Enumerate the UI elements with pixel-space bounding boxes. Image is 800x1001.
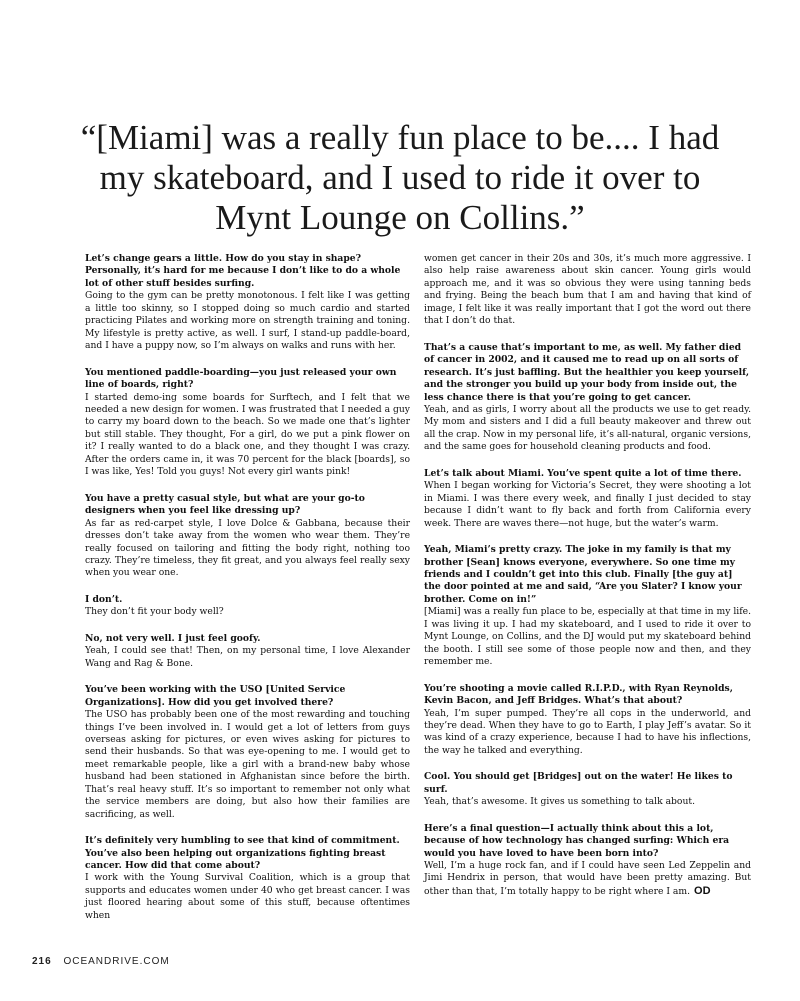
interview-question: No, not very well. I just feel goofy. bbox=[85, 632, 261, 644]
interview-question: You’ve been working with the USO [United Service Organizations]. How did you get involved there? bbox=[85, 684, 346, 708]
interview-block bbox=[85, 367, 410, 479]
interview-block bbox=[85, 684, 410, 821]
interview-answer: Going to the gym can be pretty monotonous. I felt like I was getting a little too skinny, so I stopped doing so much cardio and started practicing Pilates and working more on strength training and toning. My lifestyle is pretty active, as well. I surf, I stand-up paddle-board, and I have a puppy now, so I’m always on walks and runs with her. bbox=[85, 290, 410, 352]
interview-answer: As far as red-carpet style, I love Dolce & Gabbana, because their dresses don’t take away from the women who wear them. They’re really focused on tailoring and fitting the body right, nothing too crazy. They’re timeless, they fit great, and you always feel really sexy when you wear one. bbox=[85, 517, 410, 579]
page-footer bbox=[32, 956, 170, 967]
interview-answer: women get cancer in their 20s and 30s, it’s much more aggressive. I also help raise awareness about skin cancer. Young girls would approach me, and it was so obvious they were using tanning beds and frying. Being the beach bum that I am and having that kind of image, I felt like it was really important that I got the word out there that I don’t do that. bbox=[424, 253, 751, 327]
interview-answer: Yeah, I could see that! Then, on my personal time, I love Alexander Wang and Rag & Bone. bbox=[85, 645, 410, 669]
interview-question: Here’s a final question—I actually think about this a lot, because of how technology has changed surfing: Which era would you have loved to have been born into? bbox=[424, 822, 730, 859]
interview-question: It’s definitely very humbling to see that kind of commitment. You’ve also been helping out organizations fighting breast cancer. How did that come about? bbox=[85, 835, 400, 872]
interview-question: I don’t. bbox=[85, 593, 123, 605]
interview-answer: They don’t fit your body well? bbox=[85, 606, 224, 618]
interview-answer: I started demo-ing some boards for Surftech, and I felt that we needed a new design for women. I was frustrated that I needed a guy to carry my board down to the beach. So we made one that’s lighter but still stable. They thought, For a girl, do we put a pink flower on it? I really wanted to do a black one, and they thought I was crazy. After the orders came in, it was 70 percent for the black [boards], so I was like, Yes! Told you guys! Not every girl wants pink! bbox=[85, 391, 410, 478]
interview-block bbox=[85, 835, 410, 922]
interview-question: Yeah, Miami’s pretty crazy. The joke in my family is that my brother [Sean] knows everyone, everywhere. So one time my friends and I couldn’t get into this club. Finally [the guy at] the door pointed at me and said, “Are you Slater? I know your brother. Come on in!” bbox=[424, 544, 742, 605]
interview-question: Cool. You should get [Bridges] out on the water! He likes to surf. bbox=[424, 771, 733, 795]
pull-quote: “[Miami] was a really fun place to be.... I had my skateboard, and I used to ride it over to Mynt Lounge on Collins.” bbox=[80, 118, 720, 237]
interview-block bbox=[424, 468, 751, 530]
interview-answer bbox=[424, 860, 751, 898]
interview-block bbox=[424, 342, 751, 454]
interview-block bbox=[85, 633, 410, 670]
interview-answer: The USO has probably been one of the most rewarding and touching things I’ve been involved in. I would get a lot of letters from guys overseas asking for pictures, or even wives asking for pictures to send their husbands. So that was eye-opening to me. I would get to meet remarkable people, like a girl with a brand-new baby whose husband had been stationed in Afghanistan since before the birth. That’s real heavy stuff. It’s so important to remember not only what the service members are doing, but also how their families are sacrificing, as well. bbox=[85, 709, 410, 820]
interview-answer: I work with the Young Survival Coalition, which is a group that supports and educates women under 40 who get breast cancer. I was just floored hearing about some of this stuff, because oftentimes when bbox=[85, 872, 410, 921]
interview-answer: Yeah, I’m super pumped. They’re all cops in the underworld, and they’re dead. When they have to go to Earth, I play Jeff’s avatar. So it was kind of a crazy experience, because I had to have his inflections, the way he talked and everything. bbox=[424, 707, 751, 756]
interview-block bbox=[424, 544, 751, 669]
interview-question: You mentioned paddle-boarding—you just released your own line of boards, right? bbox=[85, 366, 397, 391]
interview-block bbox=[424, 683, 751, 758]
interview-block bbox=[85, 594, 410, 619]
interview-block bbox=[85, 493, 410, 580]
interview-question: You’re shooting a movie called R.I.P.D., with Ryan Reynolds, Kevin Bacon, and Jeff Bridges. What’s that about? bbox=[424, 682, 733, 707]
final-answer-text: Well, I’m a huge rock fan, and if I could have seen Led Zeppelin and Jimi Hendrix in person, that would have been pretty amazing. But other than that, I’m totally happy to be right where I am. bbox=[424, 860, 751, 897]
interview-question: Let’s change gears a little. How do you stay in shape? Personally, it’s hard for me because I don’t like to do a whole lot of other stuff besides surfing. bbox=[85, 253, 401, 289]
footer-site-link[interactable]: OCEANDRIVE.COM bbox=[63, 956, 170, 967]
interview-question: You have a pretty casual style, but what are your go-to designers when you feel like dressing up? bbox=[85, 492, 365, 517]
interview-answer: Yeah, and as girls, I worry about all the products we use to get ready. My mom and sisters and I did a full beauty makeover and threw out all the crap. Now in my personal life, it’s all-natural, organic versions, and the same goes for household cleaning products and food. bbox=[424, 403, 751, 453]
interview-block bbox=[85, 253, 410, 353]
page-number: 216 bbox=[32, 956, 52, 967]
interview-block bbox=[424, 823, 751, 899]
interview-question: Let’s talk about Miami. You’ve spent quite a lot of time there. bbox=[424, 467, 742, 479]
right-column bbox=[424, 253, 751, 912]
interview-question: That’s a cause that’s important to me, as well. My father died of cancer in 2002, and it caused me to read up on all sorts of research. It’s just baffling. But the healthier you keep yourself, and the stronger you build up your body from inside out, the less chance there is that you’re going to get cancer. bbox=[424, 341, 750, 403]
left-column bbox=[85, 253, 410, 936]
interview-answer: Yeah, that’s awesome. It gives us something to talk about. bbox=[424, 796, 695, 808]
interview-answer: When I began working for Victoria’s Secret, they were shooting a lot in Miami. I was there every week, and finally I just decided to stay because I didn’t want to fly back and forth from California every week. There are waves there—not huge, but the water’s warm. bbox=[424, 480, 751, 529]
interview-block bbox=[424, 771, 751, 808]
end-mark-logo: OD bbox=[694, 884, 711, 897]
interview-block bbox=[424, 253, 751, 328]
interview-answer: [Miami] was a really fun place to be, especially at that time in my life. I was living it up. I had my skateboard, and I used to ride it over to Mynt Lounge, on Collins, and the DJ would put my skateboard behind the booth. I still see some of those people now and then, and they remember me. bbox=[424, 606, 751, 668]
